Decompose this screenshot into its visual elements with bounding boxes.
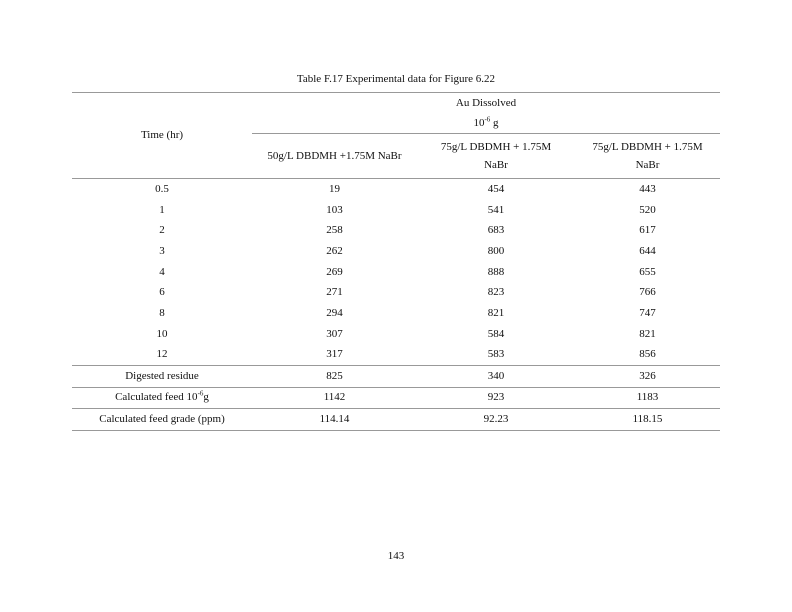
cell: 1183: [575, 387, 720, 409]
cell: 294: [326, 306, 343, 319]
column-header: 75g/L DBDMH + 1.75M NaBr: [417, 134, 575, 179]
cell: 258: [326, 224, 343, 237]
cell: 92.23: [417, 409, 575, 431]
cell: 307: [326, 327, 343, 340]
cell: 454: [417, 179, 575, 200]
table-row: [72, 303, 720, 324]
time-cell: 2: [159, 224, 165, 237]
calculated-feed-row: [72, 387, 720, 409]
cell: 326: [575, 366, 720, 388]
cell: 262: [326, 244, 343, 257]
cell: 821: [487, 306, 505, 319]
cell: 340: [417, 366, 575, 388]
header-row: [72, 93, 720, 134]
time-cell: 3: [159, 244, 165, 257]
cell: 443: [575, 179, 720, 200]
time-cell: 1: [159, 203, 165, 216]
table-caption: Table F.17 Experimental data for Figure 6.22: [296, 73, 496, 85]
experimental-data-table: [72, 92, 720, 431]
time-cell: 8: [159, 306, 165, 319]
cell: 269: [326, 265, 343, 278]
cell: 800: [487, 244, 505, 257]
column-header: 50g/L DBDMH +1.75M NaBr: [252, 134, 417, 179]
cell: 317: [326, 348, 343, 361]
row-label: Calculated feed $10^{-6}g$: [72, 387, 252, 409]
cell: 683: [487, 224, 505, 237]
cell: 747: [639, 306, 656, 319]
cell: 823: [487, 286, 505, 299]
digested-residue-row: [72, 366, 720, 388]
table-row: [72, 179, 720, 200]
cell: 1142: [252, 387, 417, 409]
unit-label: $10^{-6}$ g: [473, 115, 499, 129]
cell: 856: [639, 348, 656, 361]
cell: 923: [417, 387, 575, 409]
row-label: Digested residue: [72, 366, 252, 388]
page-number: 143: [387, 550, 405, 562]
table-row: [72, 324, 720, 345]
cell: 825: [252, 366, 417, 388]
au-dissolved-header: [252, 93, 720, 134]
cell: 520: [639, 203, 656, 216]
time-cell: 4: [159, 265, 165, 278]
table-row: [72, 220, 720, 241]
time-cell: 0.5: [72, 179, 252, 200]
cell: 766: [639, 286, 656, 299]
table-row: [72, 262, 720, 283]
cell: 655: [639, 265, 656, 278]
row-label: Calculated feed grade (ppm): [72, 409, 252, 431]
time-header: Time (hr): [72, 93, 252, 179]
time-cell: 12: [156, 348, 168, 361]
cell: 114.14: [252, 409, 417, 431]
cell: 584: [487, 327, 505, 340]
cell: 583: [487, 348, 505, 361]
cell: 541: [487, 203, 505, 216]
cell: 644: [639, 244, 656, 257]
cell: 103: [326, 203, 343, 216]
cell: 19: [252, 179, 417, 200]
column-header: 75g/L DBDMH + 1.75M NaBr: [575, 134, 720, 179]
feed-grade-row: [72, 409, 720, 431]
table-row: [72, 345, 720, 366]
table-row: [72, 200, 720, 221]
table-row: [72, 282, 720, 303]
cell: 888: [487, 265, 505, 278]
cell: 118.15: [575, 409, 720, 431]
time-cell: 10: [156, 327, 168, 340]
table-row: [72, 241, 720, 262]
cell: 271: [326, 286, 343, 299]
time-cell: 6: [159, 286, 165, 299]
cell: 617: [639, 224, 656, 237]
group-label: Au Dissolved: [455, 97, 517, 109]
cell: 821: [639, 327, 656, 340]
